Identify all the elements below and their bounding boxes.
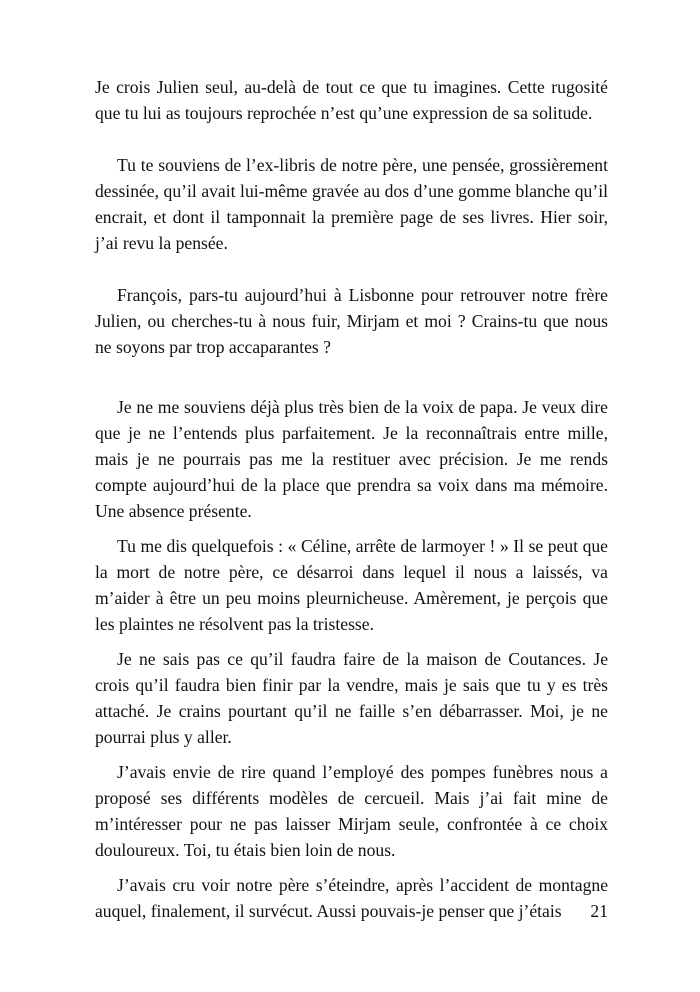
paragraph-1: Je crois Julien seul, au-delà de tout ce que tu imagines. Cette rugosité que tu lui as toujours reprochée n’est qu’une expression de sa solitude. <box>95 77 608 123</box>
paragraph-4: Je ne me souviens déjà plus très bien de la voix de papa. Je veux dire que je ne l’entends plus parfaitement. Je la reconnaîtrais entre mille, mais je ne pourrais pas me la restituer avec précision. Je me rends compte aujourd’hui de la place que prendra sa voix dans ma mémoire. Une absence présente. <box>95 397 608 521</box>
paragraph-3: François, pars-tu aujourd’hui à Lisbonne pour retrouver notre frère Julien, ou cherches-tu à nous fuir, Mirjam et moi ? Crains-tu que nous ne soyons par trop accaparantes ? <box>95 285 608 357</box>
paragraph-2: Tu te souviens de l’ex-libris de notre père, une pensée, grossièrement dessinée, qu’il avait lui-même gravée au dos d’une gomme blanche qu’il encrait, et dont il tamponnait la première page de ses livres. Hier soir, j’ai revu la pensée. <box>95 155 608 253</box>
body-text <box>95 74 608 924</box>
paragraph-8: J’avais cru voir notre père s’éteindre, après l’accident de montagne auquel, finalement, il survécut. Aussi pouvais-je penser que j’étais <box>95 875 608 921</box>
paragraph-5: Tu me dis quelquefois : « Céline, arrête de larmoyer ! » Il se peut que la mort de notre père, ce désarroi dans lequel il nous a laissés, va m’aider à être un peu moins pleurnicheuse. Amèrement, je perçois que les plaintes ne résolvent pas la tristesse. <box>95 536 608 634</box>
paragraph-6: Je ne sais pas ce qu’il faudra faire de la maison de Coutances. Je crois qu’il faudra bien finir par la vendre, mais je sais que tu y es très attaché. Je crains pourtant qu’il ne faille s’en débarrasser. Moi, je ne pourrai plus y aller. <box>95 649 608 747</box>
paragraph-7: J’avais envie de rire quand l’employé des pompes funèbres nous a proposé ses différents modèles de cercueil. Mais j’ai fait mine de m’intéresser pour ne pas laisser Mirjam seule, confrontée à ce choix douloureux. Toi, tu étais bien loin de nous. <box>95 762 608 860</box>
page-number: 21 <box>590 901 608 921</box>
